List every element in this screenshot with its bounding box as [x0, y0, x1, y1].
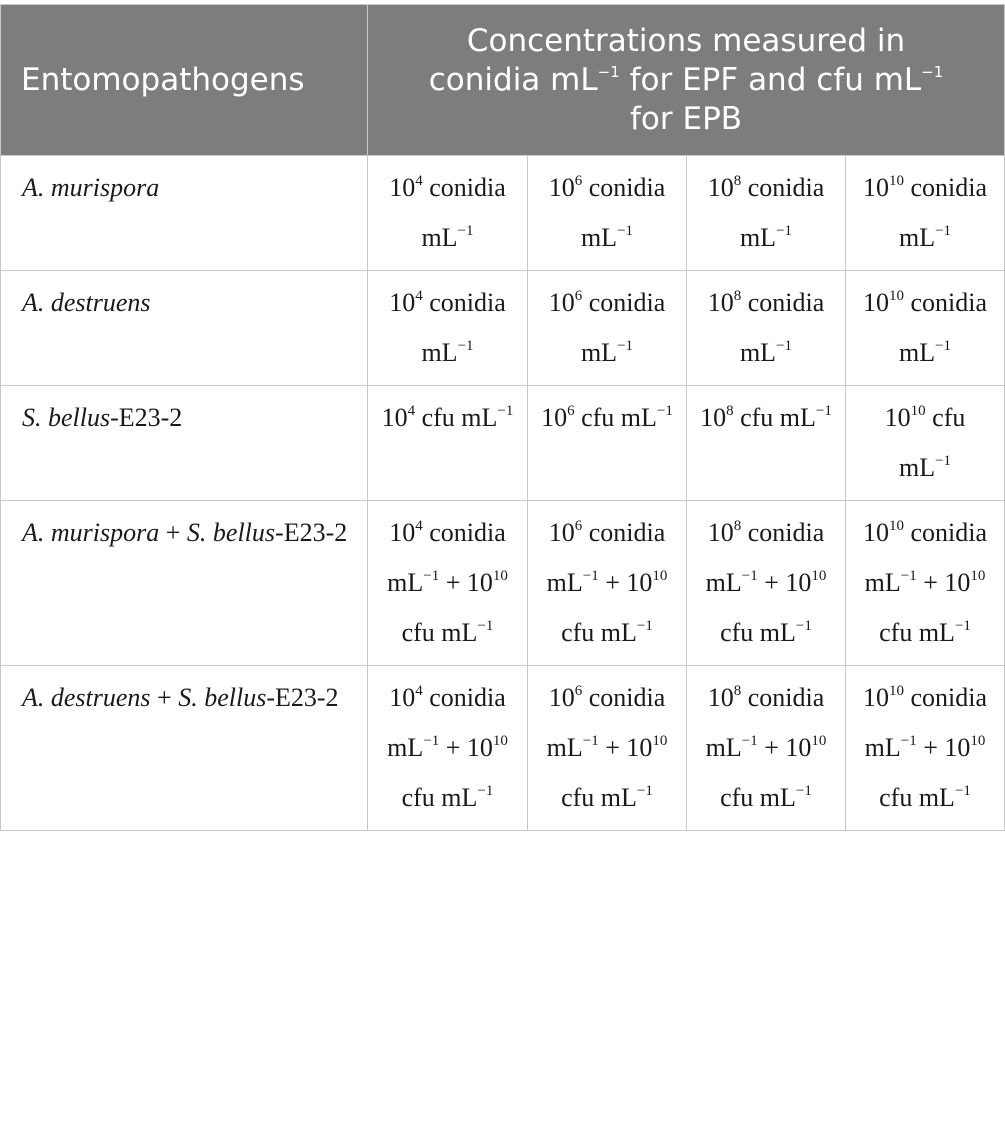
concentrations-table — [0, 4, 1005, 831]
species-name: A. destruens — [22, 683, 151, 712]
header-concentrations-line2: conidia mL — [428, 61, 598, 98]
concentration-cell: $10^4$ cfu $mL^{-1}$ — [368, 386, 528, 501]
table-body — [1, 156, 1005, 831]
header-entomopathogens: Entomopathogens — [1, 5, 368, 156]
header-concentrations-line3: for EPB — [630, 100, 743, 137]
concentration-cell: $10^6$ conidia $mL^{-1}$ — [528, 156, 687, 271]
concentration-cell: $10^{10}$ conidia $mL^{-1} + 10^{10}$ cfu $mL^{-1}$ — [846, 666, 1005, 831]
concentration-cell: $10^8$ conidia $mL^{-1} + 10^{10}$ cfu $mL^{-1}$ — [687, 501, 846, 666]
species-name: A. destruens — [22, 288, 151, 317]
header-sup-1: −1 — [597, 63, 620, 82]
header-row — [1, 5, 1005, 156]
concentration-cell: $10^{10}$ conidia $mL^{-1} + 10^{10}$ cfu $mL^{-1}$ — [846, 501, 1005, 666]
plus-sign: + — [159, 518, 187, 547]
concentration-cell: $10^6$ conidia $mL^{-1} + 10^{10}$ cfu $mL^{-1}$ — [528, 501, 687, 666]
header-concentrations — [368, 5, 1005, 156]
strain-suffix: -E23-2 — [110, 403, 183, 432]
plus-sign: + — [150, 683, 179, 712]
row-entomopathogen — [1, 271, 368, 386]
species-name: A. murispora — [22, 173, 160, 202]
table-row — [1, 386, 1005, 501]
header-sup-2: −1 — [921, 63, 944, 82]
concentration-cell: $10^8$ cfu $mL^{-1}$ — [687, 386, 846, 501]
species-name: S. bellus — [22, 403, 111, 432]
concentration-cell: $10^8$ conidia $mL^{-1}$ — [687, 271, 846, 386]
concentration-cell: $10^6$ conidia $mL^{-1}$ — [528, 271, 687, 386]
concentration-cell: $10^{10}$ conidia $mL^{-1}$ — [846, 271, 1005, 386]
species-name-2: S. bellus — [178, 683, 267, 712]
concentration-cell: $10^4$ conidia $mL^{-1} + 10^{10}$ cfu $mL^{-1}$ — [368, 666, 528, 831]
table-row — [1, 666, 1005, 831]
row-entomopathogen — [1, 501, 368, 666]
species-name-2: S. bellus — [186, 518, 276, 547]
concentration-cell: $10^8$ conidia $mL^{-1}$ — [687, 156, 846, 271]
concentration-cell: $10^6$ conidia $mL^{-1} + 10^{10}$ cfu $mL^{-1}$ — [528, 666, 687, 831]
table-header — [1, 5, 1005, 156]
concentration-cell: $10^4$ conidia $mL^{-1}$ — [368, 271, 528, 386]
strain-suffix: -E23-2 — [266, 683, 339, 712]
concentration-cell: $10^{10}$ cfu $mL^{-1}$ — [846, 386, 1005, 501]
concentration-cell: $10^6$ cfu $mL^{-1}$ — [528, 386, 687, 501]
row-entomopathogen — [1, 386, 368, 501]
concentration-cell: $10^{10}$ conidia $mL^{-1}$ — [846, 156, 1005, 271]
concentration-cell: $10^8$ conidia $mL^{-1} + 10^{10}$ cfu $mL^{-1}$ — [687, 666, 846, 831]
table-row — [1, 501, 1005, 666]
row-entomopathogen — [1, 666, 368, 831]
species-name: A. murispora — [22, 518, 160, 547]
concentration-cell: $10^4$ conidia $mL^{-1} + 10^{10}$ cfu $mL^{-1}$ — [368, 501, 528, 666]
strain-suffix: -E23-2 — [275, 518, 348, 547]
concentration-cell: $10^4$ conidia $mL^{-1}$ — [368, 156, 528, 271]
header-concentrations-line1: Concentrations measured in — [466, 22, 906, 59]
row-entomopathogen — [1, 156, 368, 271]
table-row — [1, 271, 1005, 386]
header-concentrations-line2b: for EPF and cfu mL — [619, 61, 922, 98]
table-row — [1, 156, 1005, 271]
